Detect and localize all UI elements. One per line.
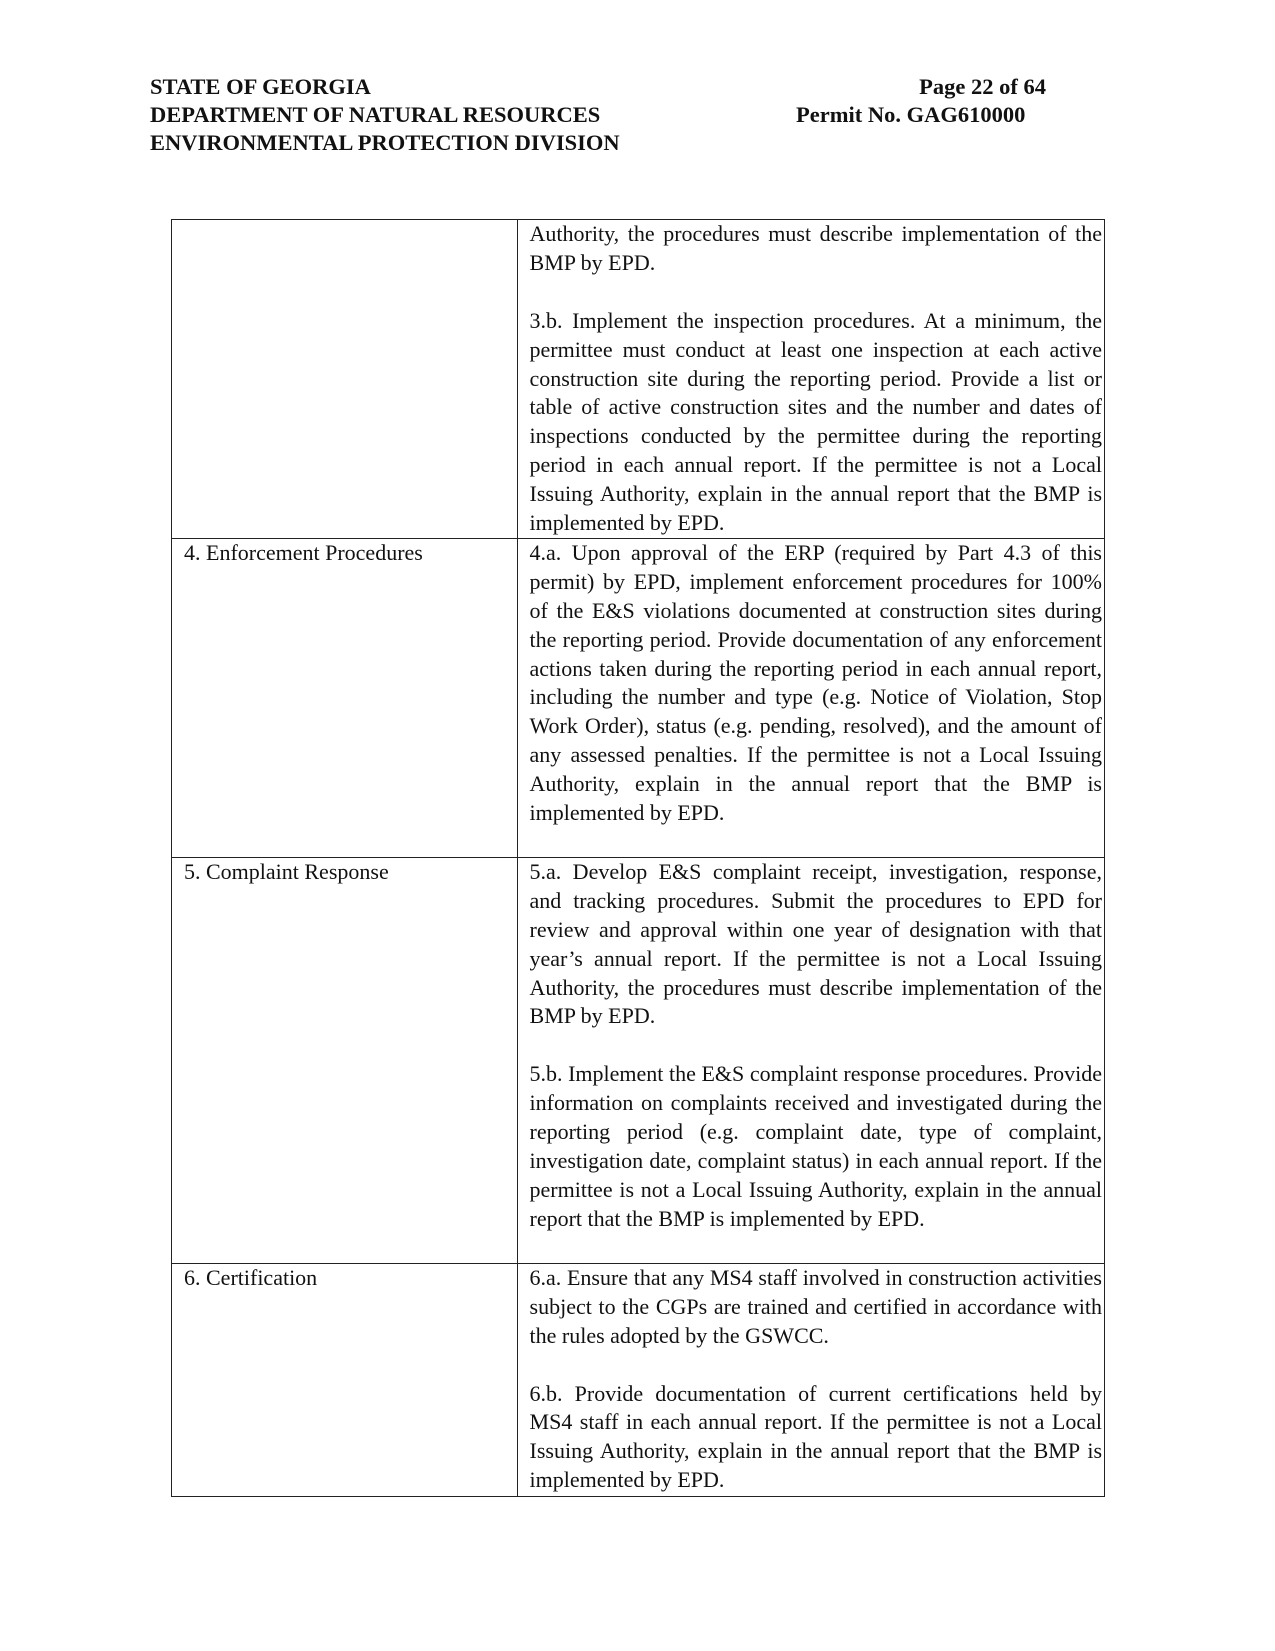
bmp-label: 6. Certification <box>184 1264 318 1290</box>
bmp-label-cell <box>172 220 518 539</box>
bmp-paragraph: Authority, the procedures must describe implementation of the BMP by EPD. <box>529 221 1102 275</box>
page-info-block <box>796 73 1046 129</box>
bmp-label-cell <box>172 538 518 857</box>
bmp-paragraph: 6.a. Ensure that any MS4 staff involved in construction activities subject to the CGPs are trained and certified in accordance with the rules adopted by the GSWCC. <box>529 1264 1102 1348</box>
bmp-description-cell <box>517 857 1104 1263</box>
bmp-description-cell <box>517 220 1104 539</box>
agency-state: STATE OF GEORGIA <box>150 74 371 99</box>
bmp-paragraph: 6.b. Provide documentation of current certifications held by MS4 staff in each annual report. If the permittee is not a Local Issuing Authority, explain in the annual report that the BMP is implemented by EPD. <box>529 1380 1102 1493</box>
bmp-label: 5. Complaint Response <box>184 858 389 884</box>
bmp-table <box>171 219 1105 1497</box>
table-row <box>172 538 1105 857</box>
bmp-description-cell <box>517 538 1104 857</box>
bmp-label-cell <box>172 1263 518 1496</box>
bmp-paragraph: 5.a. Develop E&S complaint receipt, investigation, response, and tracking procedures. Submit the procedures to EPD for review and approval within one year of designation with that year’s annual report. If the permittee is not a Local Issuing Authority, the procedures must describe implementation of the BMP by EPD. <box>529 858 1102 1029</box>
permit-number: Permit No. GAG610000 <box>796 102 1026 127</box>
bmp-label-cell <box>172 857 518 1263</box>
bmp-paragraph: 5.b. Implement the E&S complaint response procedures. Provide information on complaints received and investigated during the reporting period (e.g. complaint date, type of complaint, investigation date, complaint status) in each annual report. If the permittee is not a Local Issuing Authority, explain in the annual report that the BMP is implemented by EPD. <box>529 1061 1102 1231</box>
page-number: Page 22 of 64 <box>919 74 1046 99</box>
bmp-paragraph: 4.a. Upon approval of the ERP (required by Part 4.3 of this permit) by EPD, implement enforcement procedures for 100% of the E&S violations documented at construction sites during the reporting period. Provide documentation of any enforcement actions taken during the reporting period in each annual report, including the number and type (e.g. Notice of Violation, Stop Work Order), status (e.g. pending, resolved), and the amount of any assessed penalties. If the permittee is not a Local Issuing Authority, explain in the annual report that the BMP is implemented by EPD. <box>529 539 1102 826</box>
table-row <box>172 220 1105 539</box>
agency-division: ENVIRONMENTAL PROTECTION DIVISION <box>150 130 620 155</box>
table-row <box>172 1263 1105 1496</box>
bmp-paragraph: 3.b. Implement the inspection procedures. At a minimum, the permittee must conduct at least one inspection at each active construction site during the reporting period. Provide a list or table of active construction sites and the number and dates of inspections conducted by the permittee during the reporting period in each annual report. If the permittee is not a Local Issuing Authority, explain in the annual report that the BMP is implemented by EPD. <box>529 307 1102 536</box>
bmp-description-cell <box>517 1263 1104 1496</box>
bmp-label: 4. Enforcement Procedures <box>184 539 423 565</box>
agency-department: DEPARTMENT OF NATURAL RESOURCES <box>150 102 601 127</box>
agency-block <box>150 73 710 157</box>
table-row <box>172 857 1105 1263</box>
